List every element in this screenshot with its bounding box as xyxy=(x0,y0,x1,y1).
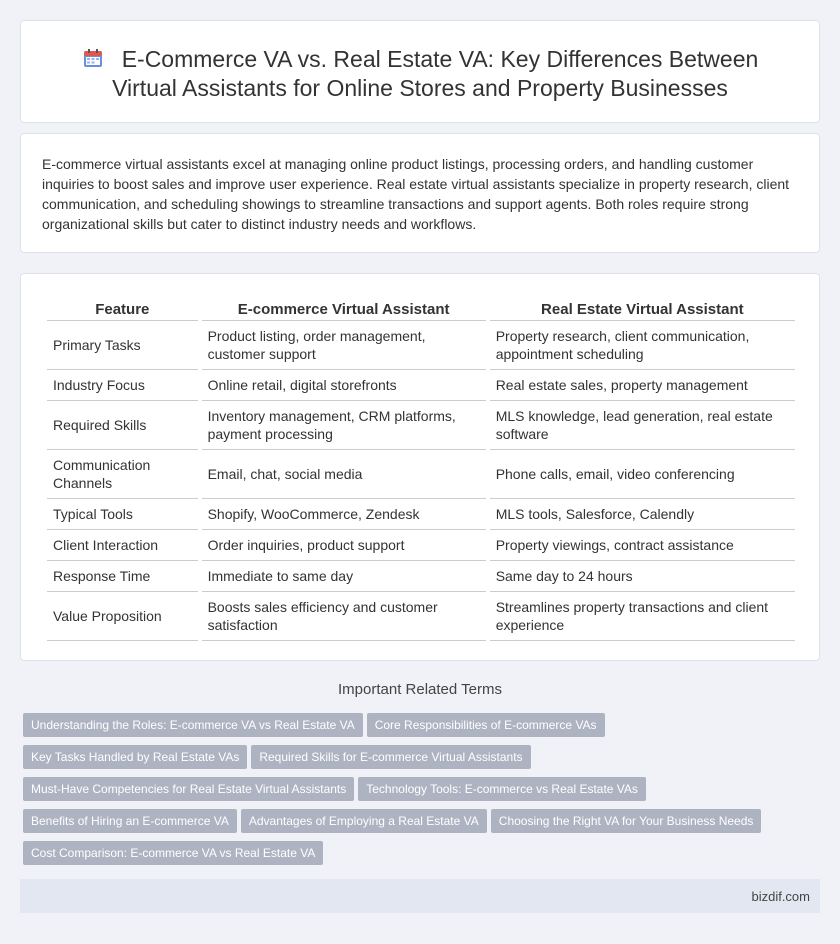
header-feature: Feature xyxy=(47,296,198,321)
related-term-link[interactable]: Core Responsibilities of E-commerce VAs xyxy=(367,713,605,737)
intro-paragraph: E-commerce virtual assistants excel at managing online product listings, processing orders, and handling customer inquiries to boost sales and improve user experience. Real estate virtual assistants specialize in property research, client communication, and scheduling showings to streamline transactions and support agents. Both roles require strong organizational skills but cater to distinct industry needs and workflows. xyxy=(42,156,790,232)
ecommerce-cell: Boosts sales efficiency and customer satisfaction xyxy=(202,592,486,641)
header-real-estate: Real Estate Virtual Assistant xyxy=(490,296,795,321)
title-card xyxy=(20,20,820,123)
comparison-table xyxy=(43,296,799,641)
feature-cell: Communication Channels xyxy=(47,450,198,499)
header-ecommerce: E-commerce Virtual Assistant xyxy=(202,296,486,321)
title-line-1: E-Commerce VA vs. Real Estate VA: Key Differences Between xyxy=(121,46,759,72)
table-row xyxy=(47,321,795,370)
table-row xyxy=(47,401,795,450)
real-estate-cell: Same day to 24 hours xyxy=(490,561,795,592)
feature-cell: Typical Tools xyxy=(47,499,198,530)
feature-cell: Value Proposition xyxy=(47,592,198,641)
related-term-link[interactable]: Cost Comparison: E-commerce VA vs Real Estate VA xyxy=(23,841,323,865)
real-estate-cell: Property research, client communication, appointment scheduling xyxy=(490,321,795,370)
related-term-link[interactable]: Key Tasks Handled by Real Estate VAs xyxy=(23,745,247,769)
related-term-link[interactable]: Required Skills for E-commerce Virtual Assistants xyxy=(251,745,530,769)
table-row xyxy=(47,499,795,530)
related-terms-list xyxy=(23,713,823,873)
real-estate-cell: Streamlines property transactions and client experience xyxy=(490,592,795,641)
table-row xyxy=(47,450,795,499)
footer-site-link[interactable]: bizdif.com xyxy=(751,889,810,904)
related-term-link[interactable]: Technology Tools: E-commerce vs Real Estate VAs xyxy=(358,777,646,801)
related-terms-title: Important Related Terms xyxy=(338,681,502,698)
feature-cell: Required Skills xyxy=(47,401,198,450)
table-row xyxy=(47,592,795,641)
page-title xyxy=(21,45,819,103)
related-term-link[interactable]: Understanding the Roles: E-commerce VA vs Real Estate VA xyxy=(23,713,363,737)
real-estate-cell: MLS knowledge, lead generation, real estate software xyxy=(490,401,795,450)
real-estate-cell: Real estate sales, property management xyxy=(490,370,795,401)
feature-cell: Response Time xyxy=(47,561,198,592)
comparison-card xyxy=(20,273,820,661)
related-term-link[interactable]: Choosing the Right VA for Your Business Needs xyxy=(491,809,762,833)
ecommerce-cell: Order inquiries, product support xyxy=(202,530,486,561)
table-header-row xyxy=(47,296,795,321)
table-row xyxy=(47,530,795,561)
ecommerce-cell: Product listing, order management, customer support xyxy=(202,321,486,370)
feature-cell: Client Interaction xyxy=(47,530,198,561)
related-term-link[interactable]: Benefits of Hiring an E-commerce VA xyxy=(23,809,237,833)
real-estate-cell: Phone calls, email, video conferencing xyxy=(490,450,795,499)
ecommerce-cell: Shopify, WooCommerce, Zendesk xyxy=(202,499,486,530)
intro-card xyxy=(20,133,820,253)
ecommerce-cell: Immediate to same day xyxy=(202,561,486,592)
real-estate-cell: Property viewings, contract assistance xyxy=(490,530,795,561)
ecommerce-cell: Email, chat, social media xyxy=(202,450,486,499)
feature-cell: Industry Focus xyxy=(47,370,198,401)
ecommerce-cell: Inventory management, CRM platforms, payment processing xyxy=(202,401,486,450)
real-estate-cell: MLS tools, Salesforce, Calendly xyxy=(490,499,795,530)
title-line-2: Virtual Assistants for Online Stores and Property Businesses xyxy=(112,75,728,101)
footer-bar xyxy=(20,879,820,913)
table-row xyxy=(47,561,795,592)
feature-cell: Primary Tasks xyxy=(47,321,198,370)
related-term-link[interactable]: Advantages of Employing a Real Estate VA xyxy=(241,809,487,833)
table-row xyxy=(47,370,795,401)
related-term-link[interactable]: Must-Have Competencies for Real Estate Virtual Assistants xyxy=(23,777,354,801)
ecommerce-cell: Online retail, digital storefronts xyxy=(202,370,486,401)
calendar-icon xyxy=(82,47,104,69)
